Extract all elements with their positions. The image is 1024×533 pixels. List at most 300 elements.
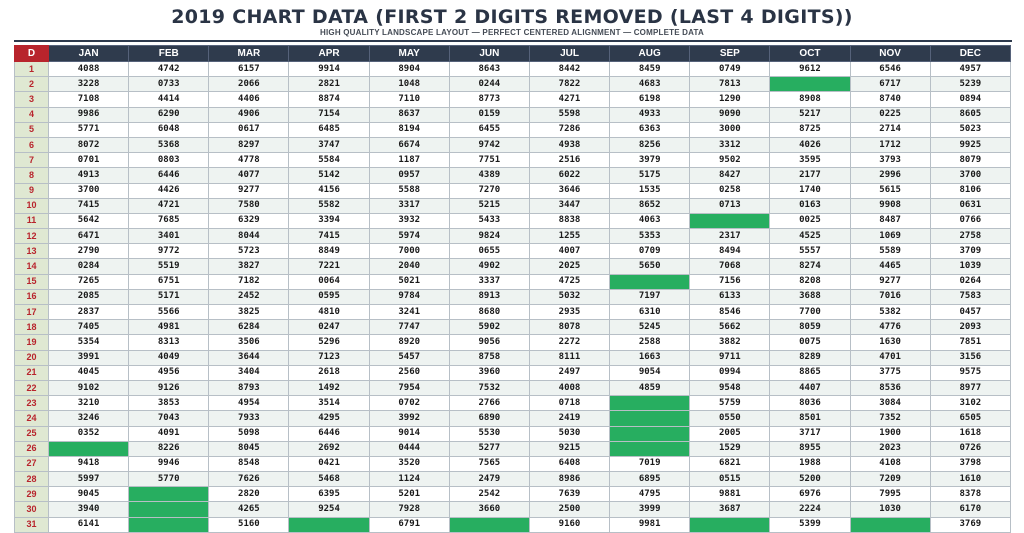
table-row [15, 441, 1011, 456]
table-row [15, 153, 1011, 168]
table-body [15, 62, 1011, 533]
value-cell: 2479 [449, 472, 529, 487]
value-cell: 7016 [850, 289, 930, 304]
value-cell: 1740 [770, 183, 850, 198]
value-cell: 9056 [449, 335, 529, 350]
value-cell: 1187 [369, 153, 449, 168]
value-cell: 3827 [209, 259, 289, 274]
value-cell: 3717 [770, 426, 850, 441]
value-cell: 6141 [49, 517, 129, 532]
value-cell: 1255 [529, 229, 609, 244]
table-row [15, 380, 1011, 395]
value-cell: 8487 [850, 213, 930, 228]
value-cell: 9090 [690, 107, 770, 122]
value-cell: 3769 [930, 517, 1010, 532]
value-cell: 3514 [289, 396, 369, 411]
highlighted-cell [690, 213, 770, 228]
value-cell: 9502 [690, 153, 770, 168]
value-cell: 8459 [610, 62, 690, 77]
value-cell: 9277 [209, 183, 289, 198]
value-cell: 5354 [49, 335, 129, 350]
value-cell: 9772 [129, 244, 209, 259]
value-cell: 0352 [49, 426, 129, 441]
value-cell: 8758 [449, 350, 529, 365]
table-row [15, 335, 1011, 350]
value-cell: 3506 [209, 335, 289, 350]
value-cell: 2177 [770, 168, 850, 183]
value-cell: 4088 [49, 62, 129, 77]
value-cell: 7000 [369, 244, 449, 259]
value-cell: 6198 [610, 92, 690, 107]
table-row [15, 244, 1011, 259]
value-cell: 8793 [209, 380, 289, 395]
month-header-sep: SEP [690, 46, 770, 62]
value-cell: 7822 [529, 77, 609, 92]
value-cell: 7415 [49, 198, 129, 213]
value-cell: 0457 [930, 305, 1010, 320]
table-row [15, 229, 1011, 244]
value-cell: 8637 [369, 107, 449, 122]
value-cell: 8913 [449, 289, 529, 304]
value-cell: 5771 [49, 122, 129, 137]
value-cell: 7851 [930, 335, 1010, 350]
day-number-cell: 23 [15, 396, 49, 411]
value-cell: 2500 [529, 502, 609, 517]
value-cell: 4108 [850, 456, 930, 471]
value-cell: 6408 [529, 456, 609, 471]
value-cell: 8256 [610, 137, 690, 152]
table-row [15, 472, 1011, 487]
table-row [15, 502, 1011, 517]
value-cell: 0894 [930, 92, 1010, 107]
value-cell: 8986 [529, 472, 609, 487]
value-cell: 7405 [49, 320, 129, 335]
day-number-cell: 9 [15, 183, 49, 198]
value-cell: 0726 [930, 441, 1010, 456]
value-cell: 5902 [449, 320, 529, 335]
value-cell: 2790 [49, 244, 129, 259]
value-cell: 3687 [690, 502, 770, 517]
value-cell: 9418 [49, 456, 129, 471]
day-number-cell: 27 [15, 456, 49, 471]
value-cell: 2821 [289, 77, 369, 92]
value-cell: 8920 [369, 335, 449, 350]
table-row [15, 213, 1011, 228]
day-number-cell: 4 [15, 107, 49, 122]
value-cell: 5217 [770, 107, 850, 122]
value-cell: 1663 [610, 350, 690, 365]
day-number-cell: 19 [15, 335, 49, 350]
value-cell: 8226 [129, 441, 209, 456]
value-cell: 5171 [129, 289, 209, 304]
value-cell: 8955 [770, 441, 850, 456]
value-cell: 3853 [129, 396, 209, 411]
value-cell: 2996 [850, 168, 930, 183]
value-cell: 0025 [770, 213, 850, 228]
value-cell: 4981 [129, 320, 209, 335]
value-cell: 1048 [369, 77, 449, 92]
value-cell: 6170 [930, 502, 1010, 517]
table-row [15, 320, 1011, 335]
value-cell: 7751 [449, 153, 529, 168]
value-cell: 9908 [850, 198, 930, 213]
value-cell: 3156 [930, 350, 1010, 365]
value-cell: 5589 [850, 244, 930, 259]
value-cell: 8908 [770, 92, 850, 107]
value-cell: 6048 [129, 122, 209, 137]
value-cell: 0163 [770, 198, 850, 213]
data-table [14, 45, 1011, 533]
value-cell: 6446 [129, 168, 209, 183]
value-cell: 9925 [930, 137, 1010, 152]
value-cell: 6485 [289, 122, 369, 137]
value-cell: 4701 [850, 350, 930, 365]
value-cell: 0701 [49, 153, 129, 168]
value-cell: 5175 [610, 168, 690, 183]
value-cell: 5030 [529, 426, 609, 441]
table-row [15, 168, 1011, 183]
value-cell: 3688 [770, 289, 850, 304]
value-cell: 0994 [690, 365, 770, 380]
value-cell: 6976 [770, 487, 850, 502]
value-cell: 3882 [690, 335, 770, 350]
highlighted-cell [690, 517, 770, 532]
value-cell: 9881 [690, 487, 770, 502]
value-cell: 0655 [449, 244, 529, 259]
value-cell: 5584 [289, 153, 369, 168]
value-cell: 5974 [369, 229, 449, 244]
table-row [15, 122, 1011, 137]
value-cell: 7954 [369, 380, 449, 395]
day-number-cell: 10 [15, 198, 49, 213]
value-cell: 8546 [690, 305, 770, 320]
value-cell: 9824 [449, 229, 529, 244]
value-cell: 8313 [129, 335, 209, 350]
value-cell: 4954 [209, 396, 289, 411]
value-cell: 3317 [369, 198, 449, 213]
value-cell: 8378 [930, 487, 1010, 502]
value-cell: 4957 [930, 62, 1010, 77]
value-cell: 7995 [850, 487, 930, 502]
value-cell: 5201 [369, 487, 449, 502]
value-cell: 2758 [930, 229, 1010, 244]
value-cell: 2085 [49, 289, 129, 304]
day-number-cell: 24 [15, 411, 49, 426]
value-cell: 4049 [129, 350, 209, 365]
value-cell: 5296 [289, 335, 369, 350]
value-cell: 2023 [850, 441, 930, 456]
value-cell: 5433 [449, 213, 529, 228]
table-row [15, 517, 1011, 532]
day-number-cell: 7 [15, 153, 49, 168]
value-cell: 6290 [129, 107, 209, 122]
value-cell: 3404 [209, 365, 289, 380]
value-cell: 2224 [770, 502, 850, 517]
page-subtitle: HIGH QUALITY LANDSCAPE LAYOUT — PERFECT CENTERED ALIGNMENT — COMPLETE DATA [320, 28, 704, 37]
value-cell: 3700 [930, 168, 1010, 183]
value-cell: 0247 [289, 320, 369, 335]
value-cell: 7123 [289, 350, 369, 365]
month-header-feb: FEB [129, 46, 209, 62]
highlighted-cell [449, 517, 529, 532]
value-cell: 7747 [369, 320, 449, 335]
day-number-cell: 29 [15, 487, 49, 502]
value-cell: 4265 [209, 502, 289, 517]
value-cell: 1610 [930, 472, 1010, 487]
value-cell: 7209 [850, 472, 930, 487]
value-cell: 4091 [129, 426, 209, 441]
value-cell: 7415 [289, 229, 369, 244]
value-cell: 5277 [449, 441, 529, 456]
table-row [15, 426, 1011, 441]
value-cell: 9612 [770, 62, 850, 77]
value-cell: 8740 [850, 92, 930, 107]
day-number-cell: 1 [15, 62, 49, 77]
value-cell: 4271 [529, 92, 609, 107]
value-cell: 7583 [930, 289, 1010, 304]
value-cell: 4938 [529, 137, 609, 152]
value-cell: 1290 [690, 92, 770, 107]
value-cell: 8838 [529, 213, 609, 228]
value-cell: 2516 [529, 153, 609, 168]
value-cell: 3747 [289, 137, 369, 152]
value-cell: 1535 [610, 183, 690, 198]
header-row [15, 46, 1011, 62]
value-cell: 8904 [369, 62, 449, 77]
value-cell: 0258 [690, 183, 770, 198]
value-cell: 9742 [449, 137, 529, 152]
value-cell: 0733 [129, 77, 209, 92]
value-cell: 8874 [289, 92, 369, 107]
table-row [15, 411, 1011, 426]
value-cell: 4778 [209, 153, 289, 168]
value-cell: 3825 [209, 305, 289, 320]
value-cell: 5160 [209, 517, 289, 532]
value-cell: 4063 [610, 213, 690, 228]
value-cell: 5615 [850, 183, 930, 198]
highlighted-cell [49, 441, 129, 456]
day-number-cell: 8 [15, 168, 49, 183]
value-cell: 7928 [369, 502, 449, 517]
value-cell: 9254 [289, 502, 369, 517]
value-cell: 7110 [369, 92, 449, 107]
value-cell: 7813 [690, 77, 770, 92]
value-cell: 5770 [129, 472, 209, 487]
value-cell: 8536 [850, 380, 930, 395]
value-cell: 7580 [209, 198, 289, 213]
value-cell: 1492 [289, 380, 369, 395]
value-cell: 1030 [850, 502, 930, 517]
day-number-cell: 13 [15, 244, 49, 259]
value-cell: 8548 [209, 456, 289, 471]
value-cell: 5723 [209, 244, 289, 259]
value-cell: 2005 [690, 426, 770, 441]
value-cell: 8208 [770, 274, 850, 289]
value-cell: 7565 [449, 456, 529, 471]
value-cell: 8297 [209, 137, 289, 152]
value-cell: 2066 [209, 77, 289, 92]
value-cell: 4426 [129, 183, 209, 198]
value-cell: 0957 [369, 168, 449, 183]
value-cell: 0550 [690, 411, 770, 426]
value-cell: 2935 [529, 305, 609, 320]
value-cell: 9277 [850, 274, 930, 289]
value-cell: 1900 [850, 426, 930, 441]
day-number-cell: 22 [15, 380, 49, 395]
month-header-aug: AUG [610, 46, 690, 62]
value-cell: 0244 [449, 77, 529, 92]
value-cell: 8494 [690, 244, 770, 259]
value-cell: 7532 [449, 380, 529, 395]
value-cell: 3775 [850, 365, 930, 380]
value-cell: 4859 [610, 380, 690, 395]
highlighted-cell [129, 487, 209, 502]
value-cell: 7019 [610, 456, 690, 471]
value-cell: 3241 [369, 305, 449, 320]
day-number-cell: 5 [15, 122, 49, 137]
value-cell: 3709 [930, 244, 1010, 259]
value-cell: 4913 [49, 168, 129, 183]
value-cell: 3932 [369, 213, 449, 228]
value-cell: 5566 [129, 305, 209, 320]
value-cell: 3084 [850, 396, 930, 411]
value-cell: 5582 [289, 198, 369, 213]
value-cell: 8652 [610, 198, 690, 213]
value-cell: 4406 [209, 92, 289, 107]
value-cell: 5662 [690, 320, 770, 335]
value-cell: 3999 [610, 502, 690, 517]
value-cell: 7700 [770, 305, 850, 320]
month-header-may: MAY [369, 46, 449, 62]
value-cell: 2692 [289, 441, 369, 456]
value-cell: 9575 [930, 365, 1010, 380]
month-header-nov: NOV [850, 46, 930, 62]
value-cell: 0713 [690, 198, 770, 213]
value-cell: 4933 [610, 107, 690, 122]
value-cell: 8194 [369, 122, 449, 137]
value-cell: 8773 [449, 92, 529, 107]
month-header-jun: JUN [449, 46, 529, 62]
value-cell: 1988 [770, 456, 850, 471]
value-cell: 7352 [850, 411, 930, 426]
value-cell: 8849 [289, 244, 369, 259]
value-cell: 4414 [129, 92, 209, 107]
value-cell: 6895 [610, 472, 690, 487]
table-row [15, 396, 1011, 411]
value-cell: 7182 [209, 274, 289, 289]
value-cell: 4008 [529, 380, 609, 395]
day-number-cell: 16 [15, 289, 49, 304]
day-number-cell: 11 [15, 213, 49, 228]
value-cell: 6455 [449, 122, 529, 137]
value-cell: 5642 [49, 213, 129, 228]
day-number-cell: 2 [15, 77, 49, 92]
value-cell: 0595 [289, 289, 369, 304]
table-row [15, 274, 1011, 289]
value-cell: 3992 [369, 411, 449, 426]
table-row [15, 183, 1011, 198]
value-cell: 8106 [930, 183, 1010, 198]
day-number-cell: 28 [15, 472, 49, 487]
day-number-cell: 25 [15, 426, 49, 441]
value-cell: 2272 [529, 335, 609, 350]
day-number-cell: 20 [15, 350, 49, 365]
value-cell: 5997 [49, 472, 129, 487]
value-cell: 6821 [690, 456, 770, 471]
day-number-cell: 15 [15, 274, 49, 289]
value-cell: 5399 [770, 517, 850, 532]
month-header-oct: OCT [770, 46, 850, 62]
value-cell: 8680 [449, 305, 529, 320]
value-cell: 4077 [209, 168, 289, 183]
value-cell: 2714 [850, 122, 930, 137]
value-cell: 8274 [770, 259, 850, 274]
value-cell: 1712 [850, 137, 930, 152]
value-cell: 5557 [770, 244, 850, 259]
value-cell: 7197 [610, 289, 690, 304]
table-row [15, 456, 1011, 471]
value-cell: 9160 [529, 517, 609, 532]
value-cell: 3102 [930, 396, 1010, 411]
value-cell: 5032 [529, 289, 609, 304]
value-cell: 0766 [930, 213, 1010, 228]
day-number-cell: 14 [15, 259, 49, 274]
value-cell: 9946 [129, 456, 209, 471]
value-cell: 6395 [289, 487, 369, 502]
value-cell: 9054 [610, 365, 690, 380]
value-cell: 0444 [369, 441, 449, 456]
month-header-jan: JAN [49, 46, 129, 62]
value-cell: 5368 [129, 137, 209, 152]
day-number-cell: 3 [15, 92, 49, 107]
value-cell: 2560 [369, 365, 449, 380]
value-cell: 5457 [369, 350, 449, 365]
value-cell: 3000 [690, 122, 770, 137]
value-cell: 3940 [49, 502, 129, 517]
value-cell: 5142 [289, 168, 369, 183]
value-cell: 0702 [369, 396, 449, 411]
value-cell: 0064 [289, 274, 369, 289]
value-cell: 4295 [289, 411, 369, 426]
value-cell: 1630 [850, 335, 930, 350]
value-cell: 0709 [610, 244, 690, 259]
value-cell: 6157 [209, 62, 289, 77]
value-cell: 9045 [49, 487, 129, 502]
value-cell: 5382 [850, 305, 930, 320]
value-cell: 5530 [449, 426, 529, 441]
value-cell: 5200 [770, 472, 850, 487]
value-cell: 4156 [289, 183, 369, 198]
value-cell: 9711 [690, 350, 770, 365]
value-cell: 8605 [930, 107, 1010, 122]
value-cell: 3595 [770, 153, 850, 168]
value-cell: 1069 [850, 229, 930, 244]
value-cell: 1618 [930, 426, 1010, 441]
value-cell: 5468 [289, 472, 369, 487]
value-cell: 4795 [610, 487, 690, 502]
value-cell: 8865 [770, 365, 850, 380]
highlighted-cell [610, 441, 690, 456]
day-number-cell: 21 [15, 365, 49, 380]
value-cell: 4776 [850, 320, 930, 335]
value-cell: 5239 [930, 77, 1010, 92]
value-cell: 4906 [209, 107, 289, 122]
value-cell: 2040 [369, 259, 449, 274]
value-cell: 5588 [369, 183, 449, 198]
value-cell: 6471 [49, 229, 129, 244]
value-cell: 1124 [369, 472, 449, 487]
value-cell: 4026 [770, 137, 850, 152]
